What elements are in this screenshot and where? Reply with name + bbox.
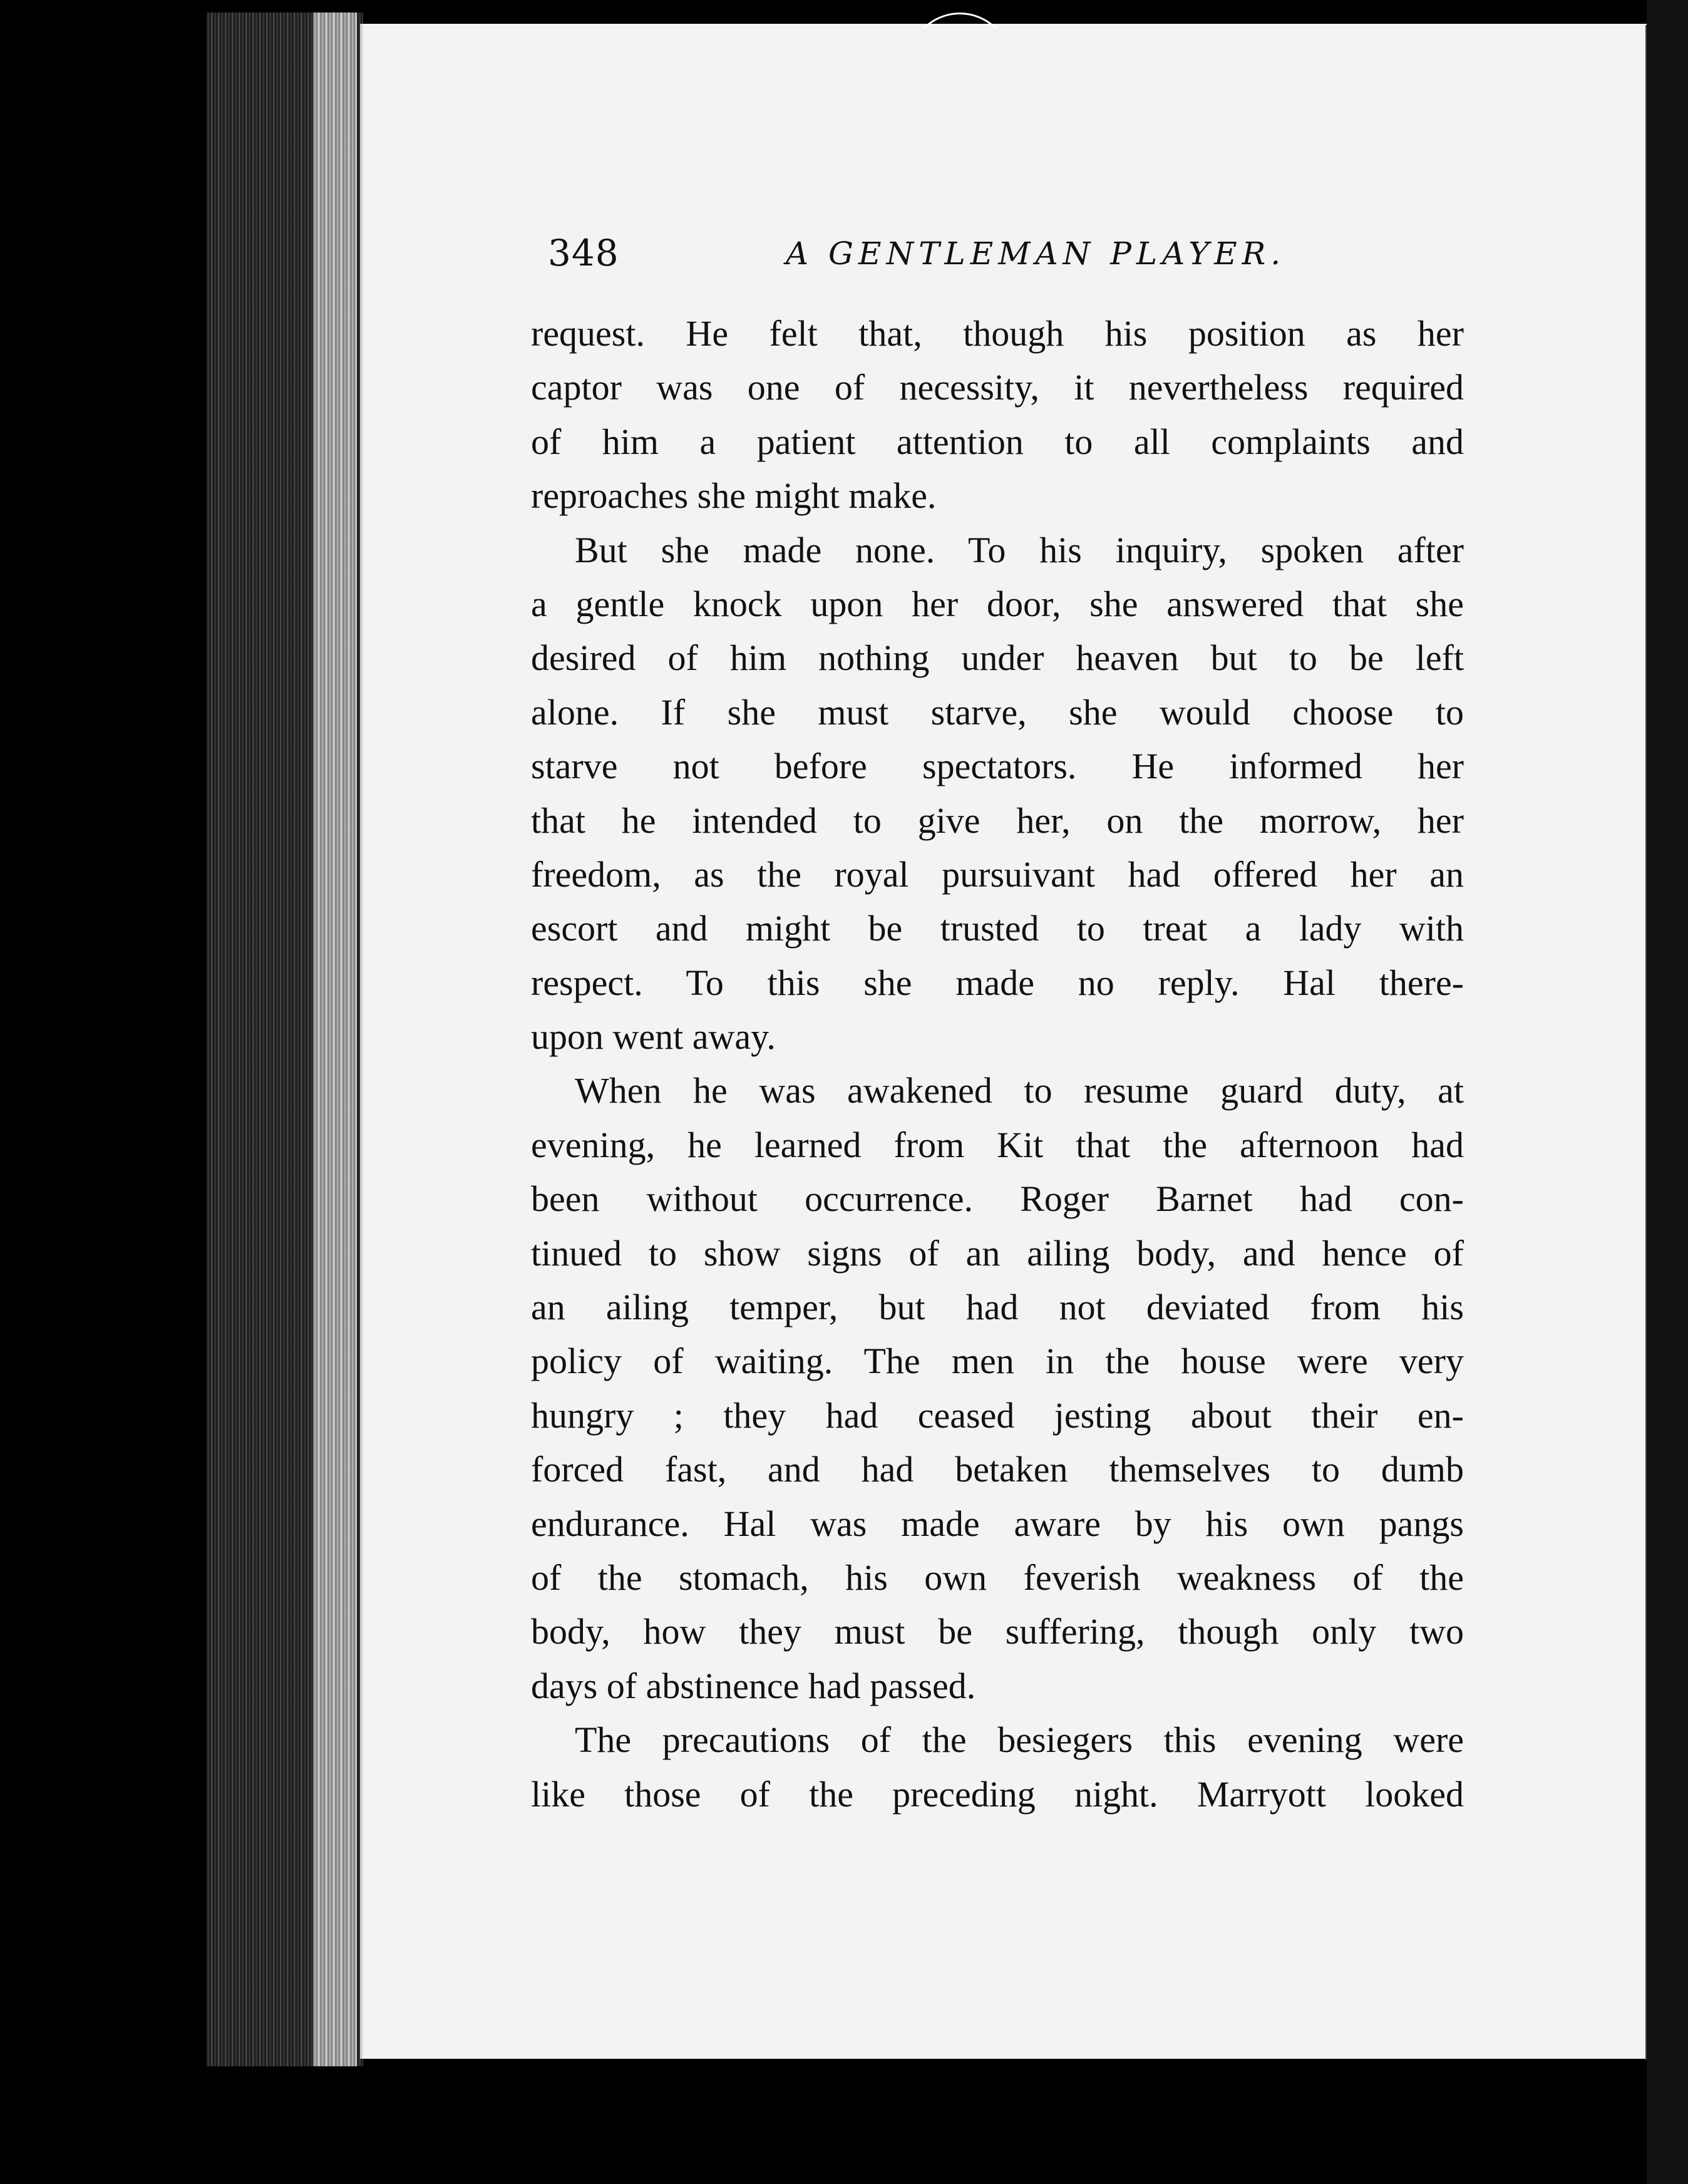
text-line: of the stomach, his own feverish weakness of the xyxy=(531,1557,1464,1598)
text-line: of him a patient attention to all complaints and xyxy=(531,421,1464,462)
text-line: freedom, as the royal pursuivant had offered her an xyxy=(531,853,1464,895)
text-line: like those of the preceding night. Marryott looked xyxy=(531,1773,1464,1815)
text-line: desired of him nothing under heaven but to be left xyxy=(531,637,1464,679)
text-line: tinued to show signs of an ailing body, and hence of xyxy=(531,1232,1464,1274)
text-line: that he intended to give her, on the morrow, her xyxy=(531,800,1464,841)
text-line: been without occurrence. Roger Barnet had con- xyxy=(531,1178,1464,1220)
page-stack-highlight xyxy=(313,13,357,2066)
body-text xyxy=(531,307,1464,1821)
text-line: an ailing temper, but had not deviated from his xyxy=(531,1287,1464,1328)
text-line: endurance. Hal was made aware by his own pangs xyxy=(531,1503,1464,1544)
text-line: When he was awakened to resume guard duty, at xyxy=(575,1070,1464,1111)
text-line: a gentle knock upon her door, she answered that she xyxy=(531,583,1464,624)
text-line: captor was one of necessity, it nevertheless required xyxy=(531,367,1464,408)
paragraph xyxy=(531,1713,1464,1821)
text-line: request. He felt that, though his position as her xyxy=(531,313,1464,354)
text-line: body, how they must be suffering, though only two xyxy=(531,1611,1464,1652)
paragraph xyxy=(531,523,1464,1064)
text-line: alone. If she must starve, she would choose to xyxy=(531,691,1464,733)
paragraph xyxy=(531,307,1464,523)
text-line: upon went away. xyxy=(531,1016,776,1058)
text-line: forced fast, and had betaken themselves to dumb xyxy=(531,1449,1464,1490)
right-border xyxy=(1647,0,1688,2184)
text-line: policy of waiting. The men in the house were very xyxy=(531,1341,1464,1382)
text-line: escort and might be trusted to treat a lady with xyxy=(531,908,1464,949)
text-line: hungry ; they had ceased jesting about their en- xyxy=(531,1394,1464,1436)
paragraph xyxy=(531,1064,1464,1713)
text-line: The precautions of the besiegers this evening were xyxy=(575,1719,1464,1761)
text-line: But she made none. To his inquiry, spoken after xyxy=(575,529,1464,570)
page-header xyxy=(548,232,1468,288)
text-line: respect. To this she made no reply. Hal there- xyxy=(531,962,1464,1003)
scan-artifact xyxy=(908,13,1012,116)
text-line: evening, he learned from Kit that the afternoon had xyxy=(531,1124,1464,1165)
page-number: 348 xyxy=(548,232,619,274)
text-line: days of abstinence had passed. xyxy=(531,1665,976,1706)
text-line: reproaches she might make. xyxy=(531,475,937,517)
running-head: A GENTLEMAN PLAYER. xyxy=(786,235,1286,272)
text-line: starve not before spectators. He informed her xyxy=(531,746,1464,787)
